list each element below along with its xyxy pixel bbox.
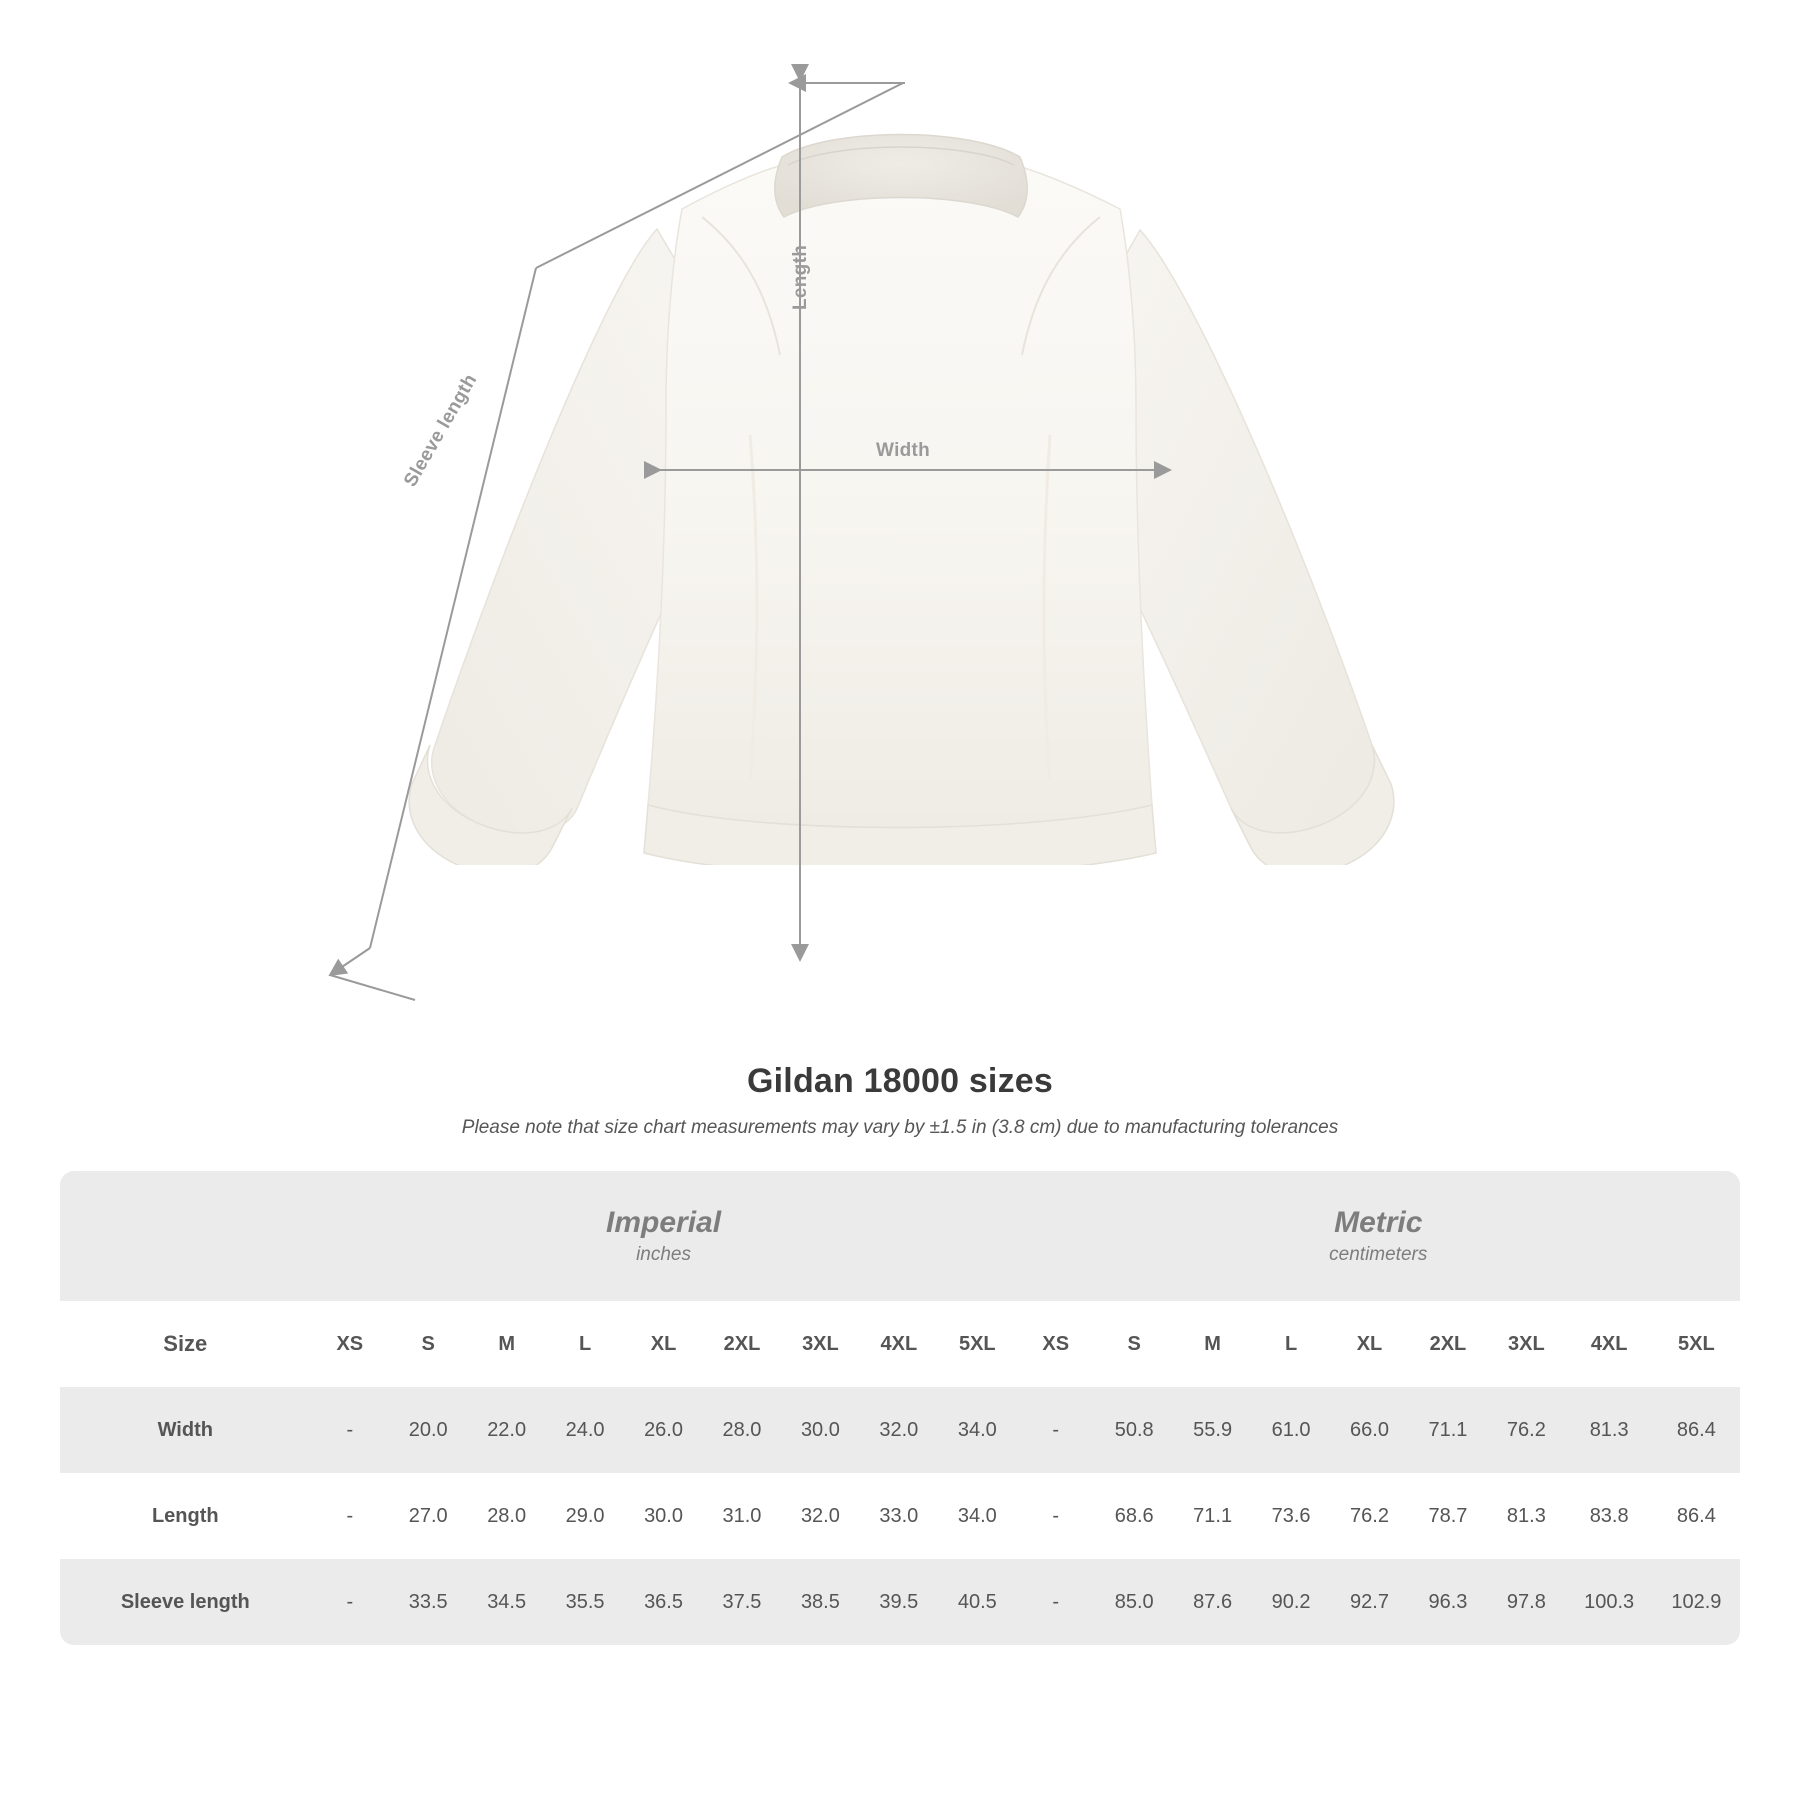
cell-length-imperial-s: 27.0 xyxy=(389,1473,467,1559)
cell-width-metric-l: 61.0 xyxy=(1252,1387,1330,1473)
cell-length-metric-xs: - xyxy=(1017,1473,1095,1559)
table-row-sleeve-length xyxy=(60,1559,1740,1645)
cell-sleeve-metric-4xl: 100.3 xyxy=(1566,1559,1653,1645)
size-col-imperial-m: M xyxy=(467,1301,545,1387)
cell-length-metric-xl: 76.2 xyxy=(1330,1473,1408,1559)
length-label: Length xyxy=(790,244,811,310)
cell-sleeve-metric-5xl: 102.9 xyxy=(1653,1559,1740,1645)
cell-length-metric-s: 68.6 xyxy=(1095,1473,1173,1559)
group-header-spacer xyxy=(60,1171,311,1301)
cell-length-imperial-l: 29.0 xyxy=(546,1473,624,1559)
cell-width-imperial-l: 24.0 xyxy=(546,1387,624,1473)
cell-width-metric-2xl: 71.1 xyxy=(1409,1387,1487,1473)
cell-length-metric-3xl: 81.3 xyxy=(1487,1473,1565,1559)
group-unit-metric: centimeters xyxy=(1329,1244,1428,1266)
cell-width-metric-3xl: 76.2 xyxy=(1487,1387,1565,1473)
cell-sleeve-imperial-5xl: 40.5 xyxy=(938,1559,1016,1645)
cell-width-metric-xl: 66.0 xyxy=(1330,1387,1408,1473)
cell-length-imperial-xs: - xyxy=(311,1473,389,1559)
title-block xyxy=(0,1062,1800,1139)
size-col-imperial-xl: XL xyxy=(624,1301,702,1387)
cell-width-imperial-s: 20.0 xyxy=(389,1387,467,1473)
size-col-metric-3xl: 3XL xyxy=(1487,1301,1565,1387)
cell-sleeve-metric-3xl: 97.8 xyxy=(1487,1559,1565,1645)
size-col-metric-l: L xyxy=(1252,1301,1330,1387)
cell-sleeve-imperial-3xl: 38.5 xyxy=(781,1559,859,1645)
width-label: Width xyxy=(876,440,931,461)
size-col-metric-5xl: 5XL xyxy=(1653,1301,1740,1387)
size-col-metric-2xl: 2XL xyxy=(1409,1301,1487,1387)
cell-sleeve-imperial-s: 33.5 xyxy=(389,1559,467,1645)
size-col-imperial-s: S xyxy=(389,1301,467,1387)
cell-width-metric-4xl: 81.3 xyxy=(1566,1387,1653,1473)
size-col-imperial-2xl: 2XL xyxy=(703,1301,781,1387)
cell-length-imperial-m: 28.0 xyxy=(467,1473,545,1559)
size-col-imperial-4xl: 4XL xyxy=(860,1301,938,1387)
cell-width-imperial-3xl: 30.0 xyxy=(781,1387,859,1473)
cell-sleeve-imperial-xs: - xyxy=(311,1559,389,1645)
cell-width-imperial-4xl: 32.0 xyxy=(860,1387,938,1473)
cell-length-imperial-2xl: 31.0 xyxy=(703,1473,781,1559)
unit-group-header-row xyxy=(60,1171,1740,1301)
cell-sleeve-imperial-2xl: 37.5 xyxy=(703,1559,781,1645)
cell-length-metric-2xl: 78.7 xyxy=(1409,1473,1487,1559)
cell-width-imperial-2xl: 28.0 xyxy=(703,1387,781,1473)
cell-width-imperial-m: 22.0 xyxy=(467,1387,545,1473)
size-col-metric-s: S xyxy=(1095,1301,1173,1387)
size-col-imperial-5xl: 5XL xyxy=(938,1301,1016,1387)
row-label-width: Width xyxy=(60,1387,311,1473)
cell-length-imperial-xl: 30.0 xyxy=(624,1473,702,1559)
size-table xyxy=(60,1171,1740,1645)
cell-width-imperial-xl: 26.0 xyxy=(624,1387,702,1473)
size-col-imperial-xs: XS xyxy=(311,1301,389,1387)
size-col-metric-m: M xyxy=(1173,1301,1251,1387)
cell-sleeve-imperial-m: 34.5 xyxy=(467,1559,545,1645)
sweatshirt-image xyxy=(330,105,1470,865)
cell-width-imperial-5xl: 34.0 xyxy=(938,1387,1016,1473)
cell-width-imperial-xs: - xyxy=(311,1387,389,1473)
cell-sleeve-metric-xl: 92.7 xyxy=(1330,1559,1408,1645)
cell-sleeve-metric-m: 87.6 xyxy=(1173,1559,1251,1645)
cell-sleeve-imperial-4xl: 39.5 xyxy=(860,1559,938,1645)
group-unit-imperial: inches xyxy=(636,1244,691,1266)
size-col-imperial-3xl: 3XL xyxy=(781,1301,859,1387)
cell-length-metric-m: 71.1 xyxy=(1173,1473,1251,1559)
size-col-imperial-l: L xyxy=(546,1301,624,1387)
cell-sleeve-metric-xs: - xyxy=(1017,1559,1095,1645)
tolerance-note: Please note that size chart measurements may vary by ±1.5 in (3.8 cm) due to manufacturing tolerances xyxy=(461,1117,1339,1138)
group-header-imperial xyxy=(311,1171,1017,1301)
cell-length-imperial-3xl: 32.0 xyxy=(781,1473,859,1559)
cell-length-metric-l: 73.6 xyxy=(1252,1473,1330,1559)
cell-length-imperial-4xl: 33.0 xyxy=(860,1473,938,1559)
sleeve-length-label: Sleeve length xyxy=(400,370,482,491)
cell-sleeve-imperial-xl: 36.5 xyxy=(624,1559,702,1645)
size-col-metric-4xl: 4XL xyxy=(1566,1301,1653,1387)
row-label-sleeve-length: Sleeve length xyxy=(60,1559,311,1645)
table-row-length xyxy=(60,1473,1740,1559)
cell-length-metric-5xl: 86.4 xyxy=(1653,1473,1740,1559)
size-col-metric-xs: XS xyxy=(1017,1301,1095,1387)
cell-sleeve-metric-2xl: 96.3 xyxy=(1409,1559,1487,1645)
group-header-metric xyxy=(1017,1171,1740,1301)
size-header-label: Size xyxy=(60,1301,311,1387)
group-title-imperial: Imperial xyxy=(606,1205,722,1239)
cell-width-metric-m: 55.9 xyxy=(1173,1387,1251,1473)
size-table-wrapper xyxy=(60,1171,1740,1645)
size-col-metric-xl: XL xyxy=(1330,1301,1408,1387)
cell-width-metric-5xl: 86.4 xyxy=(1653,1387,1740,1473)
size-header-row xyxy=(60,1301,1740,1387)
cell-width-metric-s: 50.8 xyxy=(1095,1387,1173,1473)
page-title: Gildan 18000 sizes xyxy=(747,1062,1053,1100)
cell-length-imperial-5xl: 34.0 xyxy=(938,1473,1016,1559)
row-label-length: Length xyxy=(60,1473,311,1559)
table-row-width xyxy=(60,1387,1740,1473)
group-title-metric: Metric xyxy=(1334,1205,1423,1239)
cell-sleeve-metric-s: 85.0 xyxy=(1095,1559,1173,1645)
cell-length-metric-4xl: 83.8 xyxy=(1566,1473,1653,1559)
cell-sleeve-imperial-l: 35.5 xyxy=(546,1559,624,1645)
cell-sleeve-metric-l: 90.2 xyxy=(1252,1559,1330,1645)
cell-width-metric-xs: - xyxy=(1017,1387,1095,1473)
